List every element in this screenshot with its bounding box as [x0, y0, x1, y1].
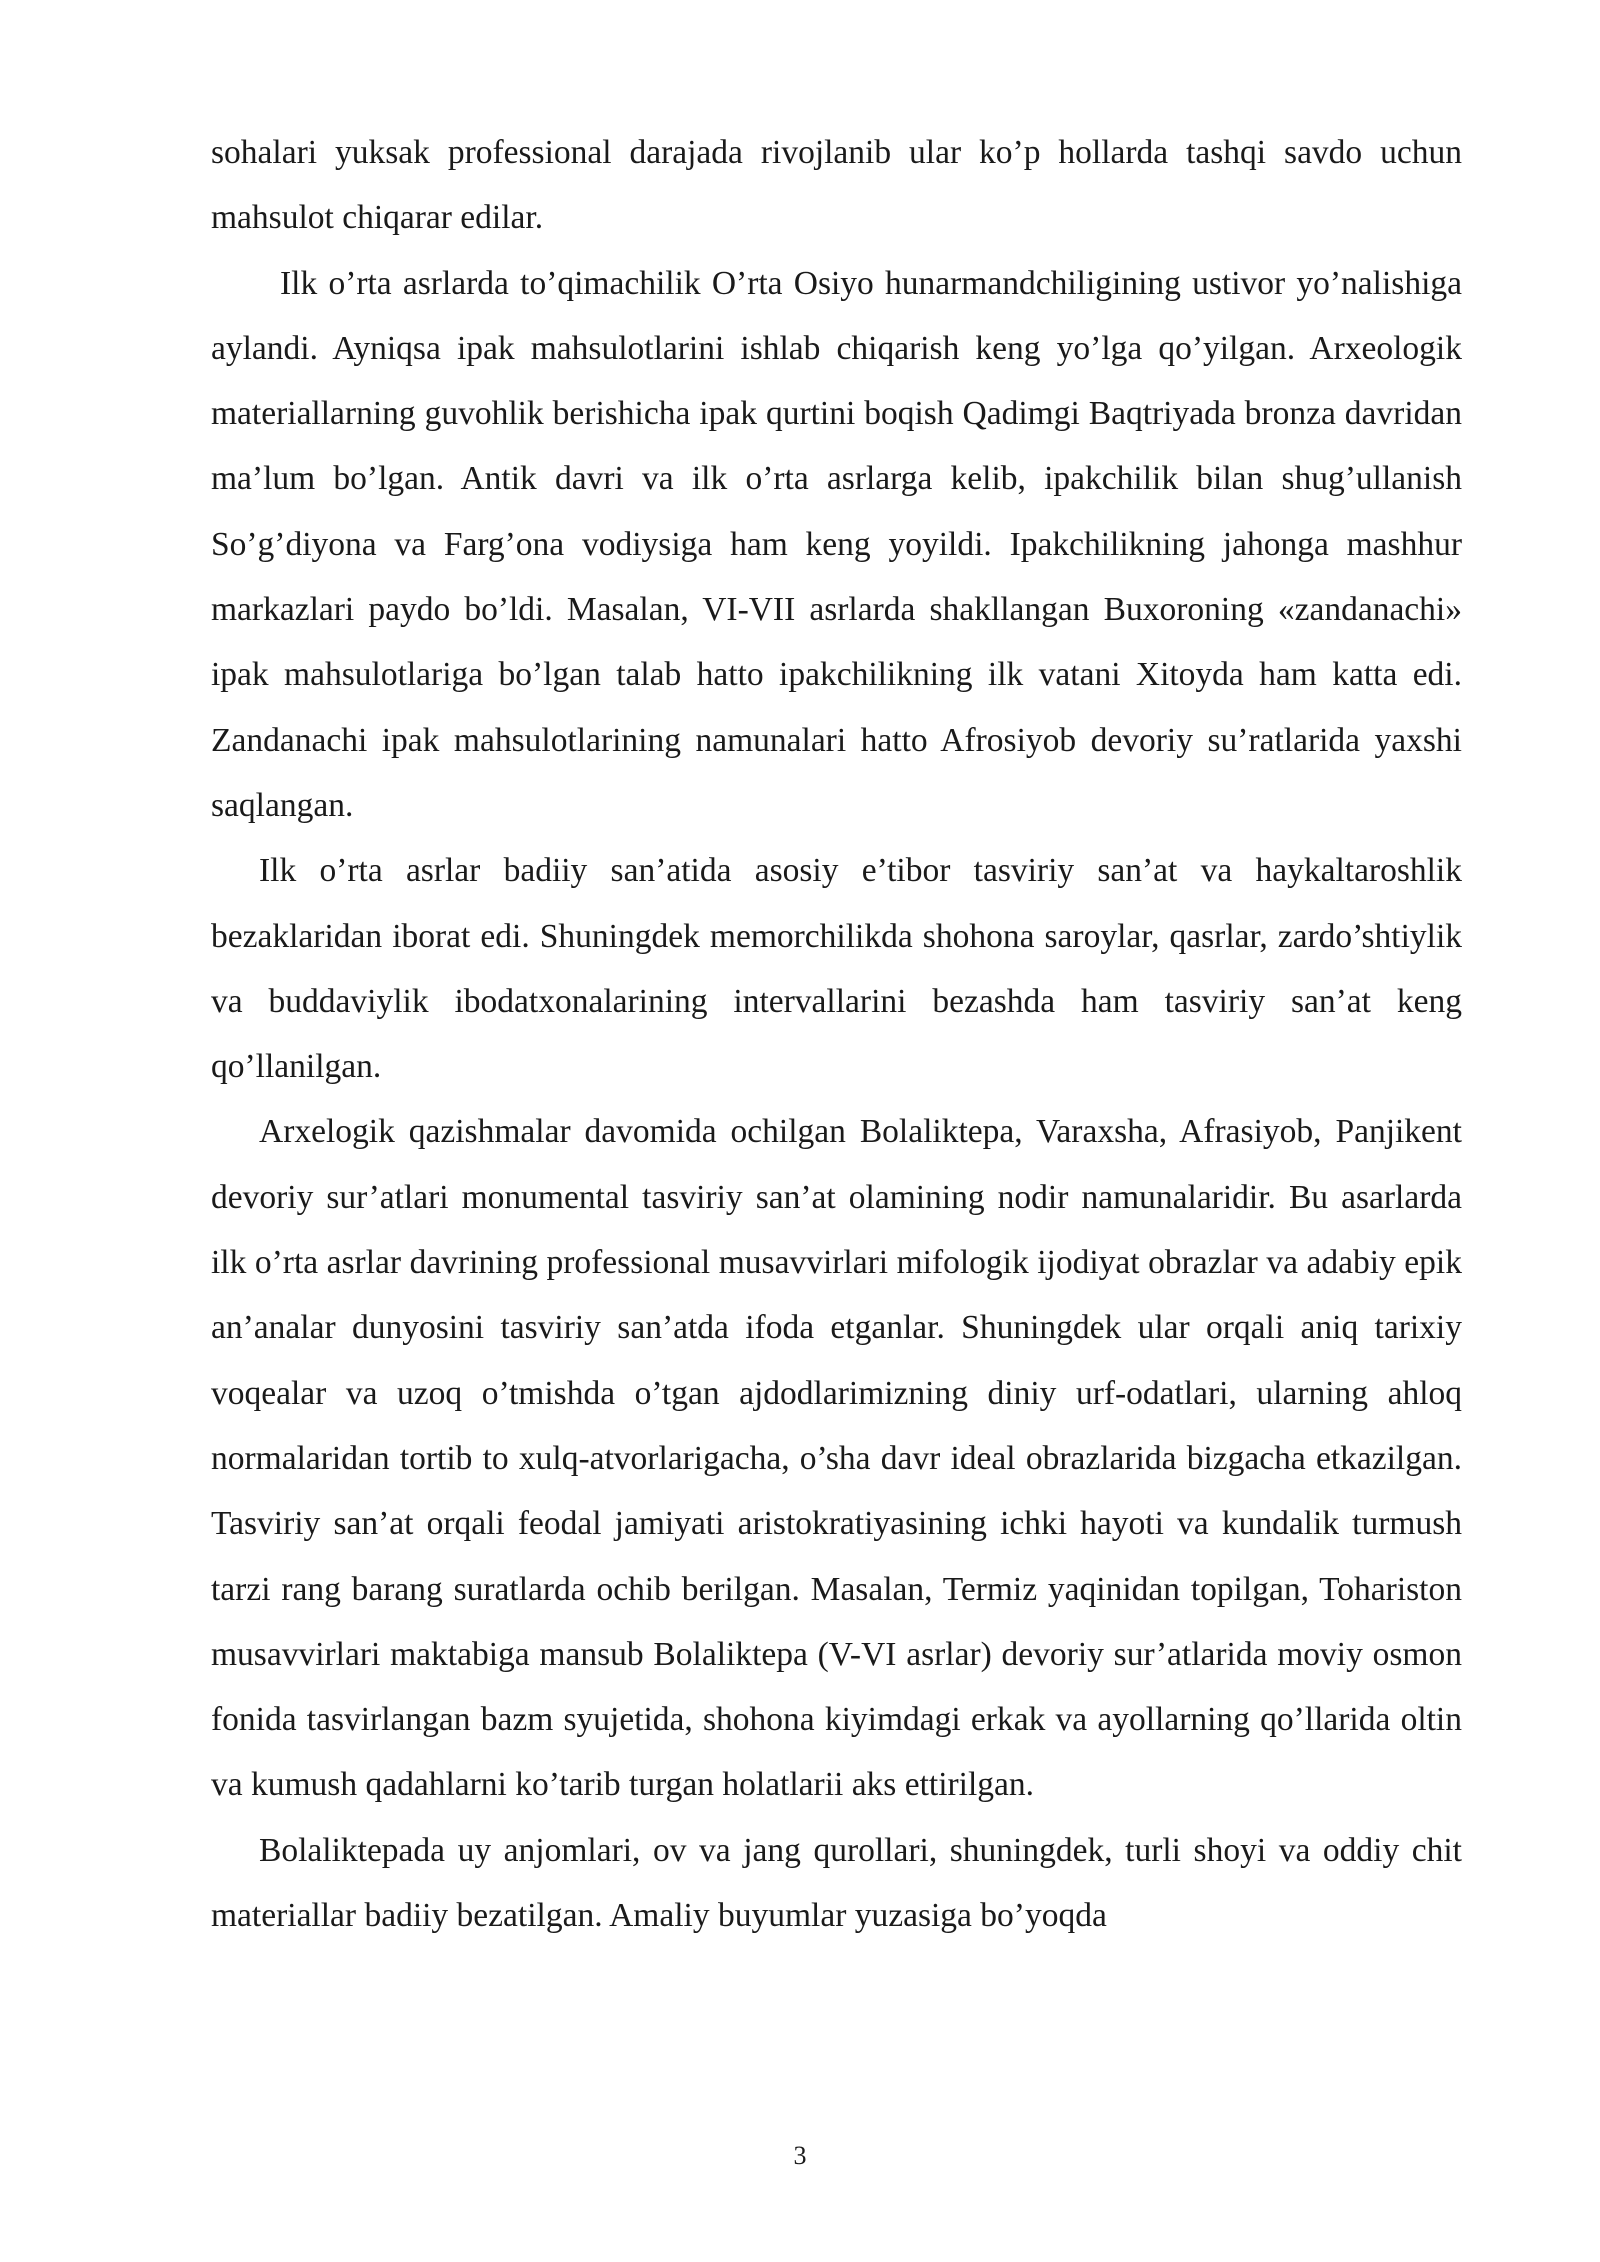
paragraph: Bolaliktepada uy anjomlari, ov va jang qurollari, shuningdek, turli shoyi va oddiy chit materiallar badiiy bezatilgan. Amaliy buyumlar yuzasiga bo’yoqda	[211, 1831, 1462, 1935]
paragraph: Ilk o’rta asrlarda to’qimachilik O’rta Osiyo hunarmandchiligining ustivor yo’nalishiga aylandi. Ayniqsa ipak mahsulotlarini ishlab chiqarish keng yo’lga qo’yilgan. Arxeologik materiallarning guvohlik berishicha ipak qurtini boqish Qadimgi Baqtriyada bronza davridan ma’lum bo’lgan. Antik davri va ilk o’rta asrlarga kelib, ipakchilik bilan shug’ullanish So’g’diyona va Farg’ona vodiysiga ham keng yoyildi. Ipakchilikning jahonga mashhur markazlari paydo bo’ldi. Masalan, VI-VII asrlarda shakllangan Buxoroning «zandanachi» ipak mahsulotlariga bo’lgan talab hatto ipakchilikning ilk vatani Xitoyda ham katta edi. Zandanachi ipak mahsulotlarining namunalari hatto Afrosiyob devoriy su’ratlarida yaxshi saqlangan.	[211, 264, 1462, 824]
body-text	[211, 120, 1462, 1948]
paragraph: Ilk o’rta asrlar badiiy san’atida asosiy e’tibor tasviriy san’at va haykaltaroshlik bezaklaridan iborat edi. Shuningdek memorchilikda shohona saroylar, qasrlar, zardo’shtiylik va buddaviylik ibodatxonalarining intervallarini bezashda ham tasviriy san’at keng qo’llanilgan.	[211, 852, 1462, 1086]
page-number: 3	[793, 2141, 807, 2170]
paragraph: Arxelogik qazishmalar davomida ochilgan Bolaliktepa, Varaxsha, Afrasiyob, Panjikent devoriy sur’atlari monumental tasviriy san’at olamining nodir namunalaridir. Bu asarlarda ilk o’rta asrlar davrining professional musavvirlari mifologik ijodiyat obrazlar va adabiy epik an’analar dunyosini tasviriy san’atda ifoda etganlar. Shuningdek ular orqali aniq tarixiy voqealar va uzoq o’tmishda o’tgan ajdodlarimizning diniy urf-odatlari, ularning ahloq normalaridan tortib to xulq-atvorlarigacha, o’sha davr ideal obrazlarida bizgacha etkazilgan. Tasviriy san’at orqali feodal jamiyati aristokratiyasining ichki hayoti va kundalik turmush tarzi rang barang suratlarda ochib berilgan. Masalan, Termiz yaqinidan topilgan, Tohariston musavvirlari maktabiga mansub Bolaliktepa (V-VI asrlar) devoriy sur’atlarida moviy osmon fonida tasvirlangan bazm syujetida, shohona kiyimdagi erkak va ayollarning qo’llarida oltin va kumush qadahlarni ko’tarib turgan holatlarii aks ettirilgan.	[211, 1113, 1462, 1804]
paragraph: sohalari yuksak professional darajada rivojlanib ular ko’p hollarda tashqi savdo uchun mahsulot chiqarar edilar.	[211, 134, 1462, 237]
